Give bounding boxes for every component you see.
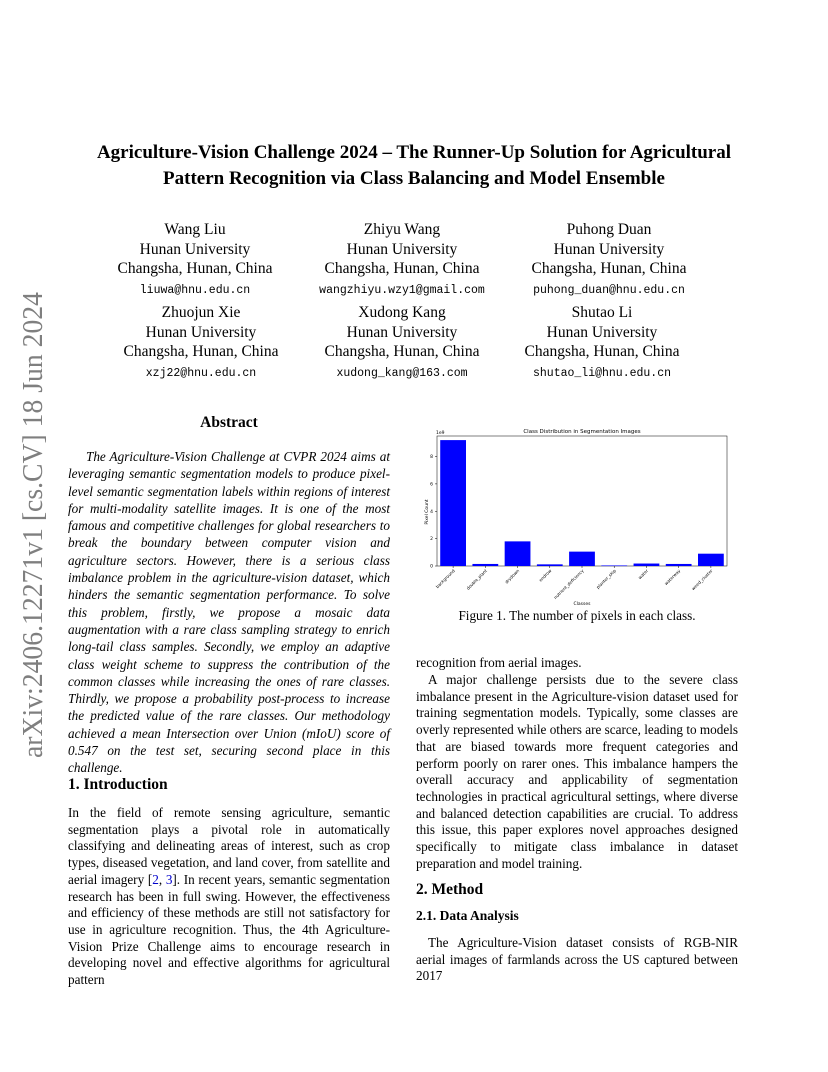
author-email[interactable]: xudong_kang@163.com	[336, 366, 468, 380]
chart-title: Class Distribution in Segmentation Images	[523, 429, 641, 435]
author-block	[509, 220, 709, 300]
author-location: Changsha, Hunan, China	[123, 343, 279, 360]
y-axis-tick-label: 0	[430, 564, 433, 570]
author-block	[302, 220, 502, 300]
introduction-text-part: ]. In recent years, semantic segmentation research has been in full swing. However, the effectiveness and efficiency of these methods are still not satisfactory for use in agriculture recognition. Thus, the 4th Agriculture-Vision Prize Challenge aims to encourage research in developing novel and effective algorithms for agricultural pattern	[68, 871, 390, 988]
author-location: Changsha, Hunan, China	[524, 343, 680, 360]
author-affiliation: Hunan University	[346, 240, 458, 258]
author-email[interactable]: shutao_li@hnu.edu.cn	[532, 366, 672, 380]
introduction-text-part: In the field of remote sensing agriculture, semantic segmentation plays a pivotal role in automatically classifying and delineating areas of interest, such as crop types, diseased vegetation, and land cover, from satellite and aerial imagery [	[68, 805, 390, 887]
paper-title-line-2: Pattern Recognition via Class Balancing and Model Ensemble	[163, 168, 665, 189]
author-email[interactable]: xzj22@hnu.edu.cn	[145, 366, 257, 380]
arxiv-stamp-text: arXiv:2406.12271v1 [cs.CV] 18 Jun 2024	[17, 290, 49, 758]
author-affiliation: Hunan University	[145, 323, 257, 341]
class-distribution-bar-chart	[420, 425, 740, 610]
introduction-paragraph	[68, 805, 390, 989]
chart-bar-double-plant	[472, 564, 498, 566]
x-axis-tick-label: weed_cluster	[690, 568, 714, 592]
method-paragraph: The Agriculture-Vision dataset consists of RGB-NIR aerial images of farmlands across the US captured between 2017	[416, 935, 738, 984]
author-name: Wang Liu	[164, 221, 226, 238]
citation-link[interactable]: 3	[165, 871, 173, 887]
author-location: Changsha, Hunan, China	[117, 260, 273, 277]
chart-bar-nutrient-deficiency	[569, 552, 595, 566]
chart-bar-background	[440, 440, 466, 566]
chart-y-axis-label: Pixel Count	[425, 499, 430, 525]
author-location: Changsha, Hunan, China	[324, 260, 480, 277]
x-axis-tick-label: nutrient_deficiency	[552, 568, 585, 601]
section-heading-method: 2. Method	[416, 881, 484, 898]
author-block	[302, 303, 502, 383]
chart-plot-frame	[437, 436, 727, 566]
y-axis-tick-label: 2	[430, 537, 433, 543]
author-affiliation: Hunan University	[553, 240, 665, 258]
y-axis-tick-label: 6	[430, 482, 433, 488]
author-email[interactable]: puhong_duan@hnu.edu.cn	[533, 283, 685, 297]
chart-bar-endrow	[537, 564, 563, 566]
author-block	[502, 303, 702, 383]
author-name: Xudong Kang	[358, 304, 446, 321]
figure-1	[420, 425, 740, 610]
x-axis-tick-label: planter_skip	[595, 568, 617, 590]
x-axis-tick-label: background	[434, 568, 456, 590]
author-block	[95, 220, 295, 300]
author-affiliation: Hunan University	[139, 240, 251, 258]
y-axis-tick-label: 4	[430, 509, 433, 515]
paper-title	[60, 140, 768, 192]
x-axis-tick-label: drydown	[503, 568, 521, 585]
introduction-paragraph-2: A major challenge persists due to the severe class imbalance present in the Agriculture-vision dataset used for training segmentation models. Typically, some classes are overly represented while others are scarce, leading to models that are biased towards more frequent categories and perform poorly on rarer ones. This imbalance hampers the overall accuracy and applicability of segmentation technologies in practical agricultural settings, where diverse and balanced detection capabilities are crucial. To address this issue, this paper explores novel approaches designed specifically to mitigate class imbalance in dataset preparation and model training.	[416, 672, 738, 871]
author-name: Shutao Li	[571, 304, 633, 321]
author-block	[101, 303, 301, 383]
citation-separator: ,	[158, 871, 166, 887]
abstract-heading: Abstract	[200, 414, 258, 431]
chart-bar-water	[634, 564, 660, 566]
author-location: Changsha, Hunan, China	[324, 343, 480, 360]
author-affiliation: Hunan University	[346, 323, 458, 341]
figure-caption: Figure 1. The number of pixels in each class.	[458, 608, 696, 623]
author-name: Puhong Duan	[566, 221, 652, 238]
author-affiliation: Hunan University	[546, 323, 658, 341]
subsection-heading-data-analysis: 2.1. Data Analysis	[416, 908, 519, 923]
chart-offset-label: 1e9	[436, 431, 445, 436]
chart-bar-planter-skip	[601, 565, 627, 566]
x-axis-tick-label: water	[637, 568, 650, 581]
chart-bar-waterway	[666, 564, 692, 566]
section-heading-introduction: 1. Introduction	[68, 776, 168, 793]
introduction-paragraph-continued: recognition from aerial images.	[416, 655, 582, 670]
chart-bar-drydown	[505, 541, 531, 566]
author-email[interactable]: liuwa@hnu.edu.cn	[139, 283, 251, 297]
citation-link[interactable]: 2	[152, 871, 159, 887]
chart-marks	[430, 440, 724, 600]
chart-bar-weed-cluster	[698, 554, 724, 566]
author-name: Zhuojun Xie	[161, 304, 241, 321]
paper-title-line-1: Agriculture-Vision Challenge 2024 – The Runner-Up Solution for Agricultural	[96, 142, 732, 163]
chart-x-axis-label: Classes	[573, 602, 591, 607]
y-axis-tick-label: 8	[430, 455, 433, 461]
author-location: Changsha, Hunan, China	[531, 260, 687, 277]
arxiv-identifier-stamp	[2, 290, 58, 760]
x-axis-tick-label: endrow	[537, 568, 553, 583]
x-axis-tick-label: double_plant	[465, 568, 489, 591]
abstract-text: The Agriculture-Vision Challenge at CVPR 2024 aims at leveraging semantic segmentation models to produce pixel-level semantic segmentation labels within regions of interest for multi-modality satellite images. It is one of the most famous and competitive challenges for global researchers to break the boundary between computer vision and agriculture sectors. However, there is a serious class imbalance problem in the agriculture-vision dataset, which hinders the semantic segmentation performance. To solve this problem, firstly, we propose a mosaic data augmentation with a rare class sampling strategy to enrich long-tail class samples. Secondly, we employ an adaptive class weight scheme to suppress the contribution of the common classes while increasing the ones of rare classes. Thirdly, we propose a probability post-process to increase the predicted value of the rare classes. Our methodology achieved a mean Intersection over Union (mIoU) score of 0.547 on the test set, securing second place in this challenge.	[68, 449, 390, 776]
author-name: Zhiyu Wang	[363, 221, 441, 238]
x-axis-tick-label: waterway	[663, 568, 682, 587]
author-email[interactable]: wangzhiyu.wzy1@gmail.com	[319, 283, 485, 297]
